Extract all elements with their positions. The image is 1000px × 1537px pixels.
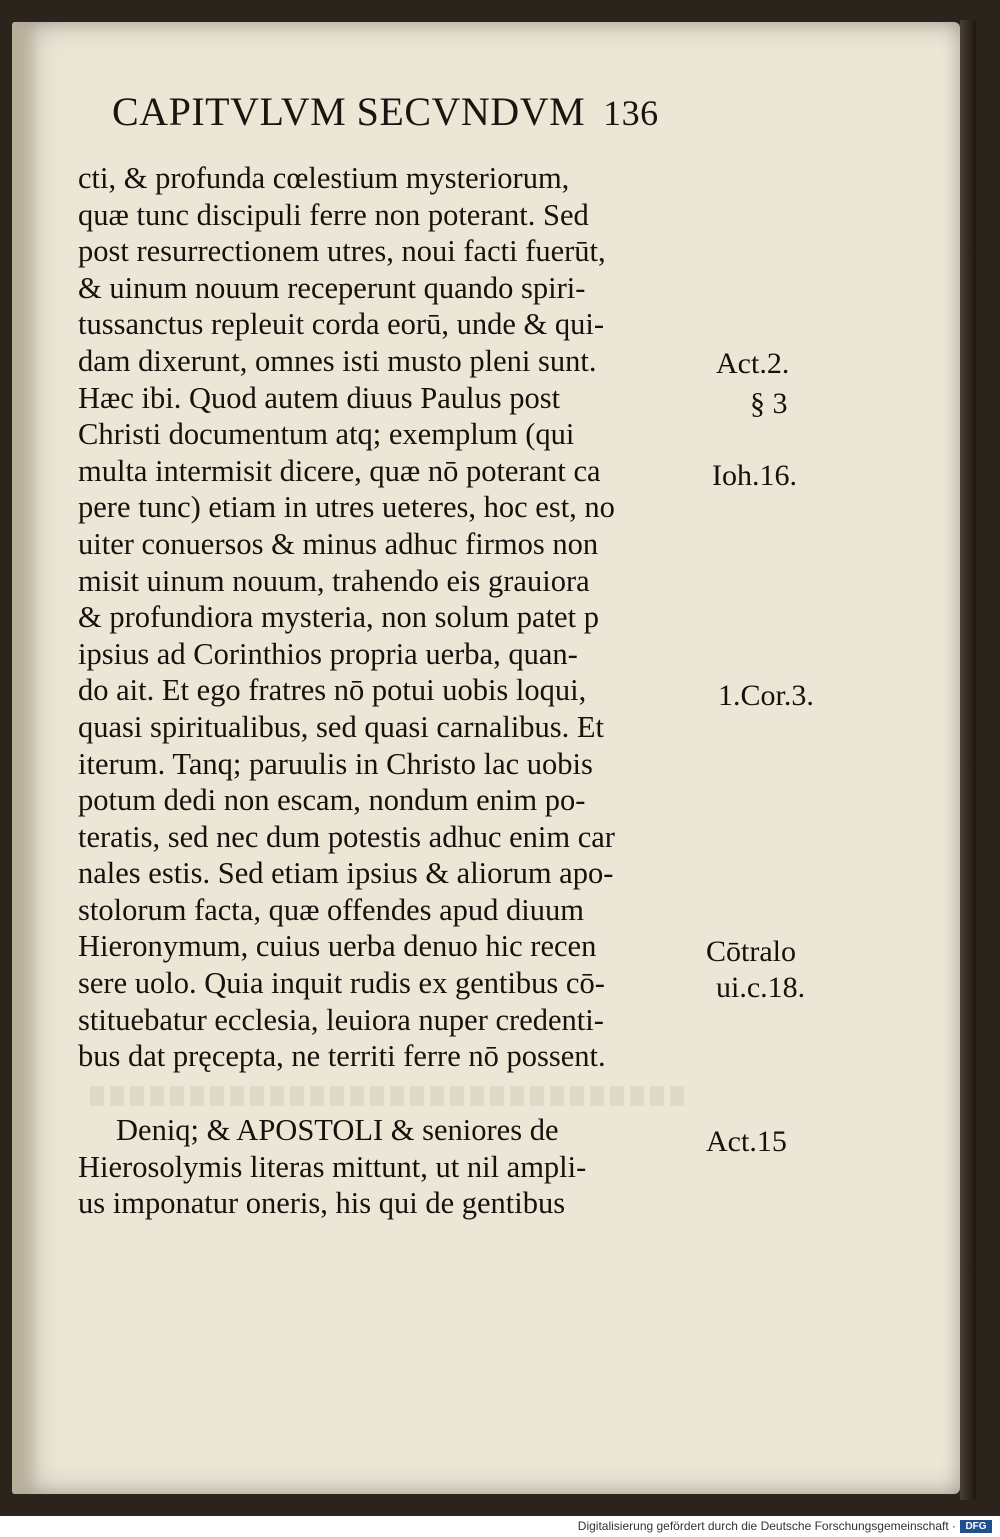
margin-note-act15: Act.15 [706, 1125, 787, 1158]
text-line: Deniq; & APOSTOLI & seniores de [116, 1113, 559, 1147]
margin-note-cor3: 1.Cor.3. [718, 679, 814, 712]
text-line: uiter conuersos & minus adhuc firmos non [78, 526, 599, 561]
text-line: nales estis. Sed etiam ipsius & aliorum apo- [78, 856, 614, 891]
margin-note-act2: Act.2. [716, 347, 790, 380]
text-line: multa intermisit dicere, quæ nō poterant ca [78, 453, 601, 488]
text-line: Christi documentum atq; exemplum (qui [78, 417, 575, 452]
text-line: bus dat pręcepta, ne territi ferre nō possent. [78, 1039, 606, 1074]
text-line: misit uinum nouum, trahendo eis grauiora [78, 563, 590, 598]
page-gutter-shadow [12, 22, 40, 1494]
text-line: dam dixerunt, omnes isti musto pleni sunt. [78, 343, 597, 378]
text-line: quæ tunc discipuli ferre non poterant. Sed [78, 197, 589, 232]
text-line: & uinum nouum receperunt quando spiri- [78, 270, 586, 305]
folio-number: 136 [603, 93, 659, 133]
bleed-through [90, 1086, 690, 1106]
text-line: & profundiora mysteria, non solum patet p [78, 600, 599, 635]
text-line: quasi spiritualibus, sed quasi carnalibus. Et [78, 709, 605, 744]
text-line: stolorum facta, quæ offendes apud diuum [78, 892, 584, 927]
main-paragraph [78, 160, 718, 1075]
margin-note-ioh16: Ioh.16. [712, 459, 797, 492]
book-edge [960, 20, 976, 1500]
text-line: stituebatur ecclesia, leuiora nuper credenti- [78, 1002, 604, 1037]
margin-note-contra-line2: ui.c.18. [716, 971, 806, 1004]
text-line: Hierosolymis literas mittunt, ut nil ampli- [78, 1149, 587, 1184]
text-line: sere uolo. Quia inquit rudis ex gentibus cō- [78, 966, 605, 1001]
text-line: tussanctus repleuit corda eorū, unde & qui- [78, 307, 604, 342]
text-line: cti, & profunda cœlestium mysteriorum, [78, 161, 570, 195]
text-line: post resurrectionem utres, noui facti fuerūt, [78, 234, 606, 269]
funding-credit: Digitalisierung gefördert durch die Deutsche Forschungsgemeinschaft · [577, 1519, 956, 1533]
second-paragraph [78, 1112, 718, 1222]
text-line: teratis, sed nec dum potestis adhuc enim car [78, 819, 615, 854]
text-line: Hæc ibi. Quod autem diuus Paulus post [78, 380, 561, 415]
margin-note-contra-line1: Cōtralo [706, 935, 796, 968]
text-line: Hieronymum, cuius uerba denuo hic recen [78, 929, 597, 964]
text-line: potum dedi non escam, nondum enim po- [78, 783, 586, 818]
text-line: do ait. Et ego fratres nō potui uobis loqui, [78, 673, 587, 708]
chapter-title: CAPITVLVM SECVNDVM [112, 89, 586, 134]
text-line: ipsius ad Corinthios propria uerba, quan- [78, 636, 578, 671]
text-line: iterum. Tanq; paruulis in Christo lac uobis [78, 746, 593, 781]
running-header [112, 88, 659, 135]
text-line: pere tunc) etiam in utres ueteres, hoc est, no [78, 490, 615, 525]
margin-note-section: § 3 [750, 387, 788, 420]
text-line: us imponatur oneris, his qui de gentibus [78, 1186, 566, 1221]
dfg-logo: DFG [960, 1520, 992, 1533]
